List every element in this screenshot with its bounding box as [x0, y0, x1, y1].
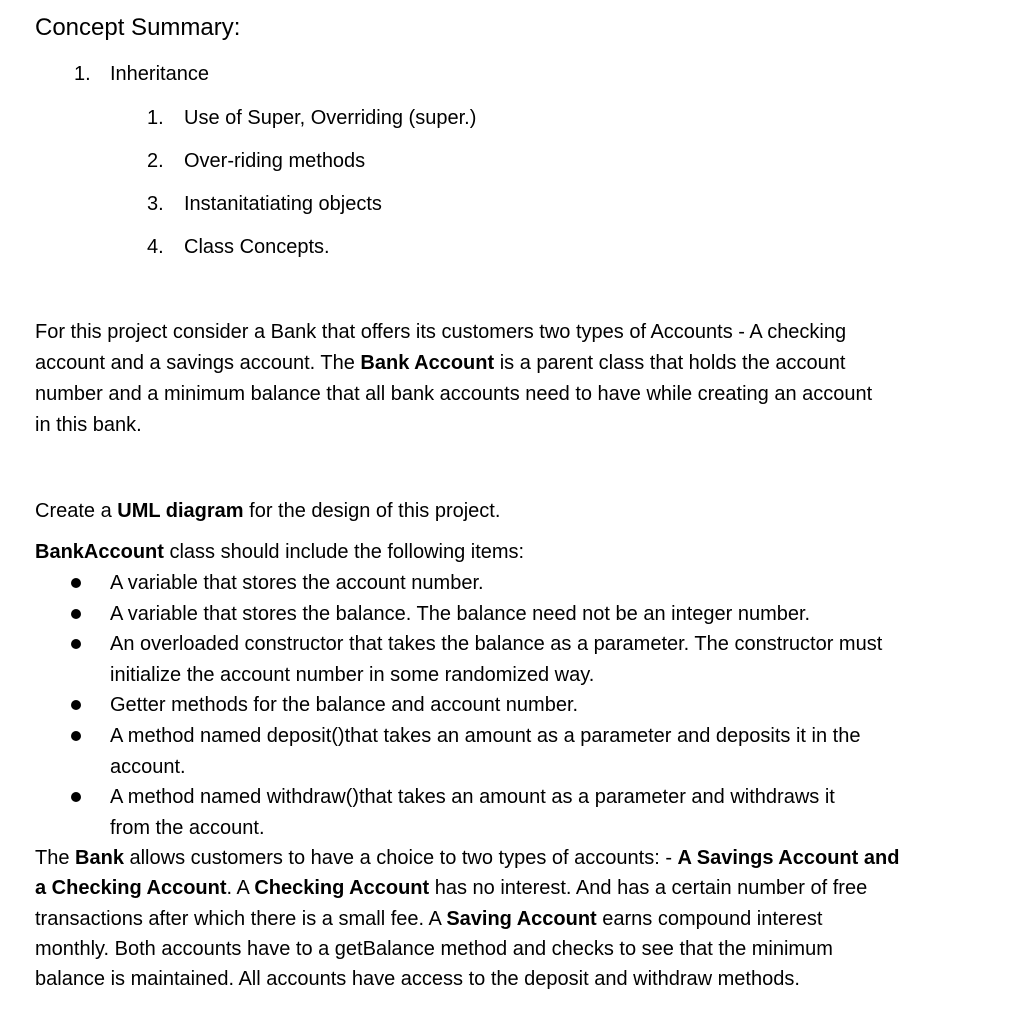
closing-line — [35, 843, 1010, 873]
closing-bold: Checking Account — [254, 877, 430, 900]
closing-line — [35, 904, 1010, 934]
closing-text: allows customers to have a choice to two types of accounts: - — [123, 847, 678, 869]
bankaccount-intro — [35, 537, 1010, 568]
outline-label: Instanitatiating objects — [184, 193, 382, 215]
bullet-icon — [71, 609, 81, 619]
bullet-icon — [71, 792, 81, 802]
bankaccount-text: class should include the following items: — [163, 541, 525, 563]
outline-label: Class Concepts. — [184, 236, 330, 258]
closing-text: The — [35, 847, 76, 869]
bankaccount-bold: BankAccount — [35, 541, 164, 563]
intro-bold-bank-account: Bank Account — [360, 352, 495, 374]
closing-text: transactions after which there is a small fee. A — [35, 907, 447, 930]
bullet-text — [110, 782, 1010, 843]
outline-number: 4. — [147, 236, 164, 258]
bullet-icon — [71, 731, 81, 741]
closing-line — [35, 873, 1010, 903]
bullet-text: Getter methods for the balance and account number. — [110, 694, 579, 716]
uml-text: Create a — [35, 500, 118, 522]
closing-text: . A — [226, 877, 255, 900]
bullet-text: A variable that stores the account number. — [110, 572, 484, 594]
outline-label: Over-riding methods — [184, 150, 366, 172]
intro-line: For this project consider a Bank that offers its customers two types of Accounts - A checking — [35, 321, 847, 343]
page-title: Concept Summary: — [35, 14, 241, 41]
closing-text: has no interest. And has a certain number of free — [429, 877, 868, 900]
bullet-line: A method named deposit()that takes an amount as a parameter and deposits it in the — [110, 725, 861, 747]
intro-text: is a parent class that holds the account — [494, 352, 846, 374]
outline-number: 3. — [147, 193, 164, 215]
bullet-line: An overloaded constructor that takes the balance as a parameter. The constructor must — [110, 633, 883, 655]
uml-bold: UML diagram — [117, 500, 244, 522]
uml-text: for the design of this project. — [243, 500, 501, 522]
closing-line: balance is maintained. All accounts have access to the deposit and withdraw methods. — [35, 968, 800, 991]
intro-text: account and a savings account. The — [35, 352, 361, 374]
bullet-text — [110, 721, 1010, 782]
intro-paragraph — [35, 317, 1010, 441]
intro-line — [35, 348, 1010, 379]
bullet-line: from the account. — [110, 816, 265, 839]
bullet-text — [110, 629, 1010, 690]
bullet-text: A variable that stores the balance. The balance need not be an integer number. — [110, 603, 811, 625]
outline-label: Inheritance — [110, 63, 209, 85]
outline-number: 1. — [147, 107, 164, 129]
outline-number: 2. — [147, 150, 164, 172]
intro-line: in this bank. — [35, 414, 142, 436]
closing-text: earns compound interest — [596, 907, 823, 930]
closing-line: monthly. Both accounts have to a getBalance method and checks to see that the minimum — [35, 937, 833, 960]
intro-line: number and a minimum balance that all bank accounts need to have while creating an account — [35, 383, 873, 405]
closing-bold: Saving Account — [446, 907, 597, 930]
bullet-icon — [71, 639, 81, 649]
outline-number: 1. — [74, 63, 91, 85]
closing-bold: Bank — [75, 847, 124, 869]
bullet-icon — [71, 700, 81, 710]
closing-bold: A Savings Account and — [677, 847, 900, 869]
bullet-line: A method named withdraw()that takes an amount as a parameter and withdraws it — [110, 786, 835, 808]
closing-bold: a Checking Account — [35, 877, 227, 900]
bullet-line: account. — [110, 755, 186, 778]
outline-label: Use of Super, Overriding (super.) — [184, 107, 477, 129]
bullet-line: initialize the account number in some randomized way. — [110, 663, 595, 686]
uml-instruction — [35, 496, 1010, 527]
bullet-icon — [71, 578, 81, 588]
closing-paragraph — [35, 843, 1010, 994]
